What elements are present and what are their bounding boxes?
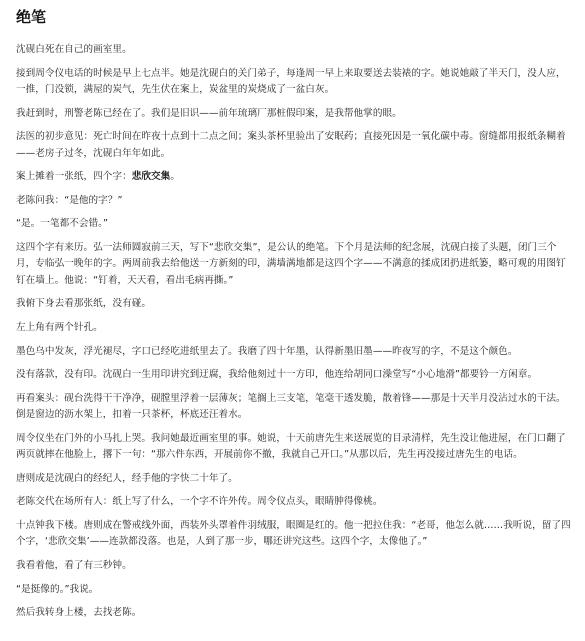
paragraph-text: 。	[170, 171, 180, 183]
emphasis-text: 悲欣交集	[131, 171, 171, 183]
paragraph: “是挺像的。”我说。	[16, 583, 99, 595]
paragraph: 这四个字有来历。弘一法师圆寂前三天，写下“悲欣交集”，是公认的绝笔。下个月是法师的纪念展，沈砚白接了头题，闭门三个月，专临弘一晚年的字。两周前我去给他送一方新刻的印，满墙满地都是这四个字——不满意的揉成团扔进纸篓，略可观的用图钉钉在墙上。他说：“钉着，天天看，看出毛病再撕。”	[16, 241, 566, 286]
paragraph: “是。一笔都不会错。”	[16, 218, 109, 230]
paragraph: 再看案头：砚台洗得干干净净，砚膛里浮着一层薄灰；笔搁上三支笔，笔毫干透发脆，散着锋——那是十天半月没沾过水的干法。倒是窗边的沥水架上，扣着一只茶杯，杯底还汪着水。	[16, 392, 566, 421]
paragraph: 没有落款，没有印。沈砚白一生用印讲究到迂腐，我给他刻过十一方印，他连给胡同口澡堂写“小心地滑”都要钤一方闲章。	[16, 369, 538, 381]
paragraph: 老陈问我：“是他的字？”	[16, 194, 123, 206]
paragraph: 然后我转身上楼，去找老陈。	[16, 607, 142, 619]
paragraph: 我赶到时，刑警老陈已经在了。我们是旧识——前年琉璃厂那桩假印案，是我帮他掌的眼。	[16, 107, 402, 119]
paragraph: 我看着他，看了有三秒钟。	[16, 559, 132, 571]
document-title: 绝笔	[16, 8, 47, 26]
paragraph-text: 案上摊着一张纸，四个字：	[16, 171, 132, 183]
paragraph: 左上角有两个针孔。	[16, 321, 103, 333]
paragraph-with-emphasis	[16, 169, 571, 185]
paragraph: 法医的初步意见：死亡时间在昨夜十点到十二点之间；案头茶杯里验出了安眠药；直接死因是一氧化碳中毒。窗缝都用报纸条糊着——老房子过冬，沈砚白年年如此。	[16, 131, 566, 159]
paragraph: 我俯下身去看那张纸，没有碰。	[16, 298, 152, 310]
paragraph: 十点钟我下楼。唐则成在警戒线外面，西装外头罩着件羽绒服，眼圈是红的。他一把拉住我：“老哥，他怎么就……我听说，留了四个字，‘悲欣交集’——连款都没落。也是，人到了那一步，哪还讲究这些。这四个字，太像他了。”	[16, 519, 571, 548]
paragraph: 墨色乌中发灰，浮光褪尽，字口已经吃进纸里去了。我磨了四十年墨，认得新墨旧墨——昨夜写的字，不是这个颜色。	[16, 345, 518, 357]
paragraph: 周令仪坐在门外的小马扎上哭。我问她最近画室里的事。她说，十天前唐先生来送展览的目录清样，先生没让他进屋，在门口翻了两页就摔在他脸上，撂下一句：“那六件东西，开展前你不撤，我就自己开口。”从那以后，先生再没接过唐先生的电话。	[16, 432, 566, 461]
paragraph: 老陈交代在场所有人：纸上写了什么，一个字不许外传。周令仪点头，眼睛肿得像桃。	[16, 496, 383, 508]
paragraph: 接到周令仪电话的时候是早上七点半。她是沈砚白的关门弟子，每逢周一早上来取要送去装裱的字。她说她敲了半天门，没人应，一推，门没锁，满屋的炭气，先生伏在案上，炭盆里的炭烧成了一盆白灰。	[16, 67, 566, 95]
paragraph: 唐则成是沈砚白的经纪人，经手他的字快二十年了。	[16, 472, 238, 484]
paragraph: 沈砚白死在自己的画室里。	[16, 44, 132, 55]
